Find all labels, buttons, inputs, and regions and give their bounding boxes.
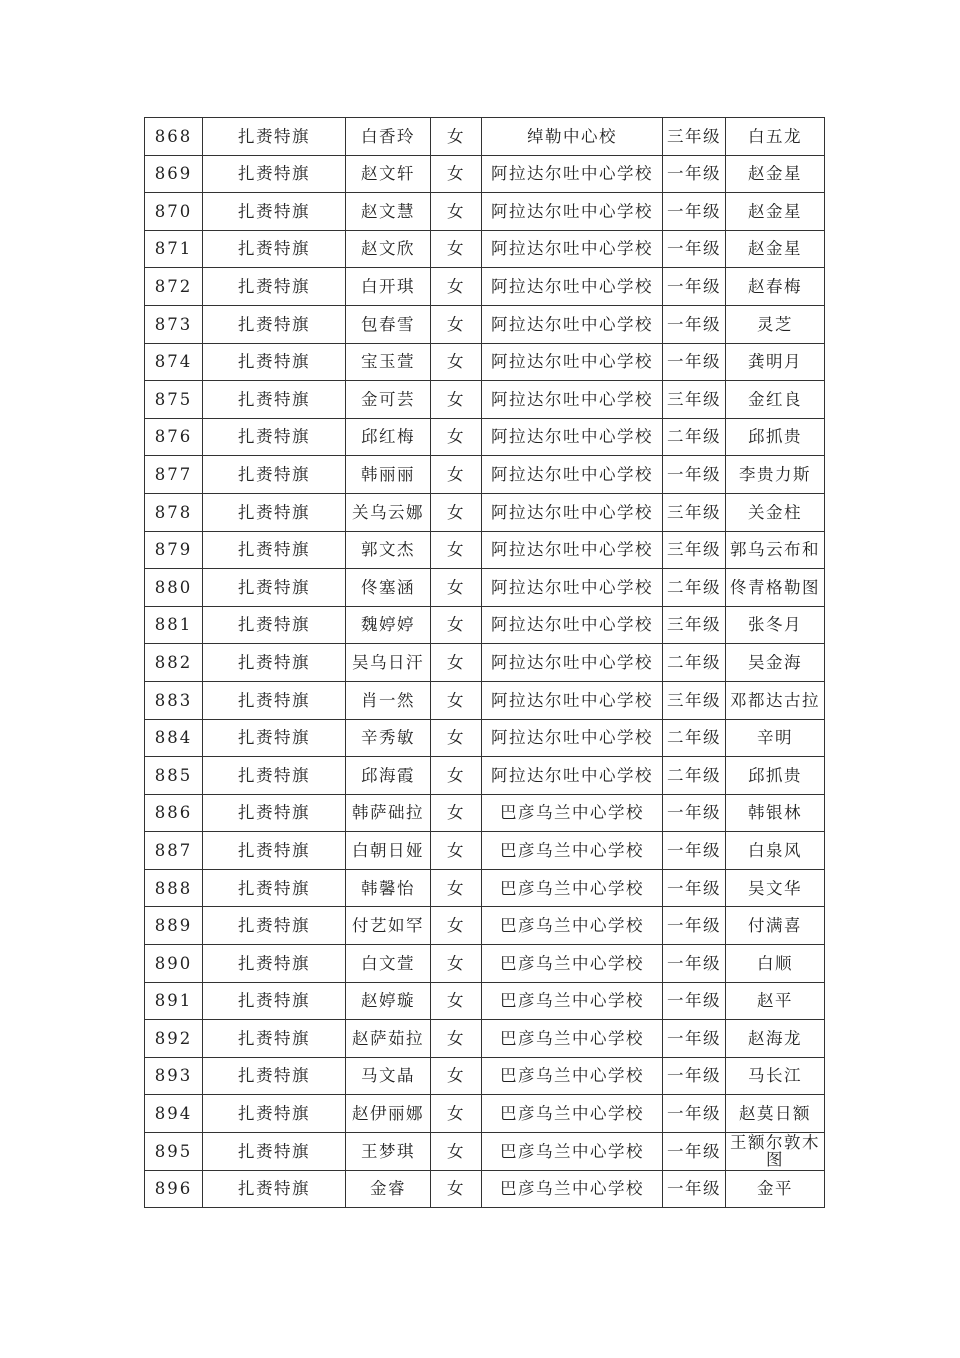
gender-cell: 女	[431, 644, 482, 682]
guardian-name-cell: 韩银林	[726, 794, 825, 832]
gender-cell: 女	[431, 531, 482, 569]
row-number-cell: 890	[145, 945, 203, 983]
gender-cell: 女	[431, 230, 482, 268]
guardian-name-cell: 灵芝	[726, 305, 825, 343]
gender-cell: 女	[431, 155, 482, 193]
gender-cell: 女	[431, 832, 482, 870]
guardian-name-cell: 付满喜	[726, 907, 825, 945]
grade-cell: 一年级	[663, 193, 726, 231]
table-row	[145, 681, 825, 719]
school-cell: 阿拉达尔吐中心学校	[482, 193, 663, 231]
table-row	[145, 606, 825, 644]
banner-region-cell: 扎赉特旗	[203, 118, 346, 156]
student-name-cell: 金睿	[346, 1170, 431, 1208]
guardian-name-cell: 王额尔敦木图	[726, 1133, 825, 1171]
gender-cell: 女	[431, 456, 482, 494]
grade-cell: 二年级	[663, 757, 726, 795]
grade-cell: 一年级	[663, 982, 726, 1020]
banner-region-cell: 扎赉特旗	[203, 681, 346, 719]
banner-region-cell: 扎赉特旗	[203, 456, 346, 494]
guardian-name-cell: 白泉风	[726, 832, 825, 870]
gender-cell: 女	[431, 381, 482, 419]
gender-cell: 女	[431, 982, 482, 1020]
row-number-cell: 896	[145, 1170, 203, 1208]
student-name-cell: 郭文杰	[346, 531, 431, 569]
table-row	[145, 493, 825, 531]
student-table	[144, 117, 825, 1208]
student-name-cell: 白文萱	[346, 945, 431, 983]
row-number-cell: 895	[145, 1133, 203, 1171]
table-row	[145, 1057, 825, 1095]
grade-cell: 三年级	[663, 118, 726, 156]
student-name-cell: 韩馨怡	[346, 869, 431, 907]
row-number-cell: 879	[145, 531, 203, 569]
gender-cell: 女	[431, 681, 482, 719]
row-number-cell: 887	[145, 832, 203, 870]
row-number-cell: 875	[145, 381, 203, 419]
table-row	[145, 945, 825, 983]
banner-region-cell: 扎赉特旗	[203, 155, 346, 193]
student-name-cell: 赵婷璇	[346, 982, 431, 1020]
grade-cell: 一年级	[663, 1170, 726, 1208]
row-number-cell: 868	[145, 118, 203, 156]
banner-region-cell: 扎赉特旗	[203, 1057, 346, 1095]
grade-cell: 三年级	[663, 493, 726, 531]
table-row	[145, 381, 825, 419]
guardian-name-cell: 赵莫日额	[726, 1095, 825, 1133]
grade-cell: 一年级	[663, 1095, 726, 1133]
guardian-name-cell: 赵海龙	[726, 1020, 825, 1058]
school-cell: 巴彦乌兰中心学校	[482, 1133, 663, 1171]
gender-cell: 女	[431, 1170, 482, 1208]
banner-region-cell: 扎赉特旗	[203, 757, 346, 795]
grade-cell: 一年级	[663, 794, 726, 832]
banner-region-cell: 扎赉特旗	[203, 268, 346, 306]
grade-cell: 二年级	[663, 418, 726, 456]
table-row	[145, 869, 825, 907]
gender-cell: 女	[431, 1057, 482, 1095]
guardian-name-cell: 辛明	[726, 719, 825, 757]
banner-region-cell: 扎赉特旗	[203, 832, 346, 870]
grade-cell: 一年级	[663, 268, 726, 306]
school-cell: 阿拉达尔吐中心学校	[482, 681, 663, 719]
school-cell: 巴彦乌兰中心学校	[482, 832, 663, 870]
row-number-cell: 893	[145, 1057, 203, 1095]
table-row	[145, 1170, 825, 1208]
student-name-cell: 韩丽丽	[346, 456, 431, 494]
guardian-name-cell: 龚明月	[726, 343, 825, 381]
gender-cell: 女	[431, 719, 482, 757]
student-name-cell: 马文晶	[346, 1057, 431, 1095]
student-name-cell: 白朝日娅	[346, 832, 431, 870]
student-name-cell: 魏婷婷	[346, 606, 431, 644]
grade-cell: 一年级	[663, 945, 726, 983]
school-cell: 阿拉达尔吐中心学校	[482, 644, 663, 682]
row-number-cell: 884	[145, 719, 203, 757]
student-name-cell: 邱海霞	[346, 757, 431, 795]
guardian-name-cell: 白顺	[726, 945, 825, 983]
gender-cell: 女	[431, 794, 482, 832]
banner-region-cell: 扎赉特旗	[203, 945, 346, 983]
school-cell: 阿拉达尔吐中心学校	[482, 493, 663, 531]
table-row	[145, 1020, 825, 1058]
row-number-cell: 880	[145, 569, 203, 607]
table-row	[145, 230, 825, 268]
school-cell: 巴彦乌兰中心学校	[482, 1020, 663, 1058]
guardian-name-cell: 赵平	[726, 982, 825, 1020]
banner-region-cell: 扎赉特旗	[203, 907, 346, 945]
school-cell: 阿拉达尔吐中心学校	[482, 719, 663, 757]
student-name-cell: 王梦琪	[346, 1133, 431, 1171]
guardian-name-cell: 金平	[726, 1170, 825, 1208]
gender-cell: 女	[431, 569, 482, 607]
guardian-name-cell: 白五龙	[726, 118, 825, 156]
banner-region-cell: 扎赉特旗	[203, 869, 346, 907]
school-cell: 阿拉达尔吐中心学校	[482, 606, 663, 644]
student-name-cell: 佟塞涵	[346, 569, 431, 607]
banner-region-cell: 扎赉特旗	[203, 1170, 346, 1208]
row-number-cell: 870	[145, 193, 203, 231]
student-name-cell: 白香玲	[346, 118, 431, 156]
banner-region-cell: 扎赉特旗	[203, 493, 346, 531]
student-name-cell: 赵文轩	[346, 155, 431, 193]
banner-region-cell: 扎赉特旗	[203, 193, 346, 231]
row-number-cell: 894	[145, 1095, 203, 1133]
table-row	[145, 531, 825, 569]
table-row	[145, 719, 825, 757]
banner-region-cell: 扎赉特旗	[203, 381, 346, 419]
gender-cell: 女	[431, 606, 482, 644]
school-cell: 巴彦乌兰中心学校	[482, 1057, 663, 1095]
grade-cell: 二年级	[663, 644, 726, 682]
school-cell: 巴彦乌兰中心学校	[482, 869, 663, 907]
banner-region-cell: 扎赉特旗	[203, 644, 346, 682]
banner-region-cell: 扎赉特旗	[203, 569, 346, 607]
grade-cell: 一年级	[663, 907, 726, 945]
banner-region-cell: 扎赉特旗	[203, 305, 346, 343]
student-name-cell: 金可芸	[346, 381, 431, 419]
school-cell: 阿拉达尔吐中心学校	[482, 343, 663, 381]
gender-cell: 女	[431, 118, 482, 156]
row-number-cell: 889	[145, 907, 203, 945]
school-cell: 阿拉达尔吐中心学校	[482, 381, 663, 419]
student-list-page	[144, 117, 824, 1208]
grade-cell: 一年级	[663, 1020, 726, 1058]
table-row	[145, 193, 825, 231]
grade-cell: 一年级	[663, 155, 726, 193]
table-row	[145, 644, 825, 682]
gender-cell: 女	[431, 1095, 482, 1133]
grade-cell: 一年级	[663, 456, 726, 494]
table-row	[145, 343, 825, 381]
guardian-name-cell: 马长江	[726, 1057, 825, 1095]
grade-cell: 三年级	[663, 531, 726, 569]
gender-cell: 女	[431, 1020, 482, 1058]
grade-cell: 三年级	[663, 381, 726, 419]
banner-region-cell: 扎赉特旗	[203, 794, 346, 832]
student-name-cell: 吴乌日汗	[346, 644, 431, 682]
banner-region-cell: 扎赉特旗	[203, 719, 346, 757]
guardian-name-cell: 邓都达古拉	[726, 681, 825, 719]
student-name-cell: 关乌云娜	[346, 493, 431, 531]
table-row	[145, 982, 825, 1020]
row-number-cell: 891	[145, 982, 203, 1020]
guardian-name-cell: 关金柱	[726, 493, 825, 531]
row-number-cell: 873	[145, 305, 203, 343]
guardian-name-cell: 李贵力斯	[726, 456, 825, 494]
school-cell: 阿拉达尔吐中心学校	[482, 230, 663, 268]
banner-region-cell: 扎赉特旗	[203, 531, 346, 569]
row-number-cell: 886	[145, 794, 203, 832]
row-number-cell: 869	[145, 155, 203, 193]
row-number-cell: 874	[145, 343, 203, 381]
school-cell: 阿拉达尔吐中心学校	[482, 418, 663, 456]
grade-cell: 一年级	[663, 343, 726, 381]
student-name-cell: 邱红梅	[346, 418, 431, 456]
school-cell: 阿拉达尔吐中心学校	[482, 268, 663, 306]
school-cell: 阿拉达尔吐中心学校	[482, 757, 663, 795]
grade-cell: 三年级	[663, 681, 726, 719]
row-number-cell: 877	[145, 456, 203, 494]
gender-cell: 女	[431, 343, 482, 381]
school-cell: 巴彦乌兰中心学校	[482, 945, 663, 983]
school-cell: 巴彦乌兰中心学校	[482, 794, 663, 832]
guardian-name-cell: 郭乌云布和	[726, 531, 825, 569]
school-cell: 巴彦乌兰中心学校	[482, 1095, 663, 1133]
student-name-cell: 赵伊丽娜	[346, 1095, 431, 1133]
guardian-name-cell: 张冬月	[726, 606, 825, 644]
gender-cell: 女	[431, 757, 482, 795]
row-number-cell: 872	[145, 268, 203, 306]
row-number-cell: 881	[145, 606, 203, 644]
guardian-name-cell: 邱抓贵	[726, 757, 825, 795]
banner-region-cell: 扎赉特旗	[203, 1133, 346, 1171]
student-name-cell: 付艺如罕	[346, 907, 431, 945]
table-row	[145, 155, 825, 193]
grade-cell: 一年级	[663, 230, 726, 268]
student-name-cell: 赵文欣	[346, 230, 431, 268]
grade-cell: 一年级	[663, 1057, 726, 1095]
row-number-cell: 888	[145, 869, 203, 907]
table-row	[145, 832, 825, 870]
table-row	[145, 794, 825, 832]
table-row	[145, 268, 825, 306]
row-number-cell: 892	[145, 1020, 203, 1058]
student-name-cell: 赵萨茹拉	[346, 1020, 431, 1058]
table-row	[145, 1133, 825, 1171]
gender-cell: 女	[431, 305, 482, 343]
grade-cell: 三年级	[663, 606, 726, 644]
school-cell: 阿拉达尔吐中心学校	[482, 305, 663, 343]
grade-cell: 二年级	[663, 569, 726, 607]
school-cell: 巴彦乌兰中心学校	[482, 907, 663, 945]
student-name-cell: 韩萨础拉	[346, 794, 431, 832]
gender-cell: 女	[431, 493, 482, 531]
grade-cell: 二年级	[663, 719, 726, 757]
row-number-cell: 876	[145, 418, 203, 456]
student-name-cell: 宝玉萱	[346, 343, 431, 381]
student-name-cell: 赵文慧	[346, 193, 431, 231]
school-cell: 阿拉达尔吐中心学校	[482, 531, 663, 569]
banner-region-cell: 扎赉特旗	[203, 606, 346, 644]
table-row	[145, 907, 825, 945]
school-cell: 阿拉达尔吐中心学校	[482, 569, 663, 607]
gender-cell: 女	[431, 1133, 482, 1171]
school-cell: 阿拉达尔吐中心学校	[482, 456, 663, 494]
grade-cell: 一年级	[663, 869, 726, 907]
row-number-cell: 883	[145, 681, 203, 719]
table-row	[145, 757, 825, 795]
banner-region-cell: 扎赉特旗	[203, 982, 346, 1020]
guardian-name-cell: 金红良	[726, 381, 825, 419]
gender-cell: 女	[431, 418, 482, 456]
grade-cell: 一年级	[663, 1133, 726, 1171]
student-name-cell: 包春雪	[346, 305, 431, 343]
row-number-cell: 882	[145, 644, 203, 682]
banner-region-cell: 扎赉特旗	[203, 230, 346, 268]
gender-cell: 女	[431, 907, 482, 945]
guardian-name-cell: 吴文华	[726, 869, 825, 907]
table-body	[145, 118, 825, 1208]
table-row	[145, 418, 825, 456]
gender-cell: 女	[431, 193, 482, 231]
gender-cell: 女	[431, 268, 482, 306]
guardian-name-cell: 佟青格勒图	[726, 569, 825, 607]
table-row	[145, 118, 825, 156]
student-name-cell: 辛秀敏	[346, 719, 431, 757]
school-cell: 巴彦乌兰中心学校	[482, 982, 663, 1020]
table-row	[145, 569, 825, 607]
guardian-name-cell: 赵金星	[726, 155, 825, 193]
banner-region-cell: 扎赉特旗	[203, 1095, 346, 1133]
gender-cell: 女	[431, 945, 482, 983]
guardian-name-cell: 赵金星	[726, 193, 825, 231]
school-cell: 巴彦乌兰中心学校	[482, 1170, 663, 1208]
banner-region-cell: 扎赉特旗	[203, 418, 346, 456]
banner-region-cell: 扎赉特旗	[203, 343, 346, 381]
student-name-cell: 肖一然	[346, 681, 431, 719]
row-number-cell: 878	[145, 493, 203, 531]
school-cell: 阿拉达尔吐中心学校	[482, 155, 663, 193]
grade-cell: 一年级	[663, 305, 726, 343]
student-name-cell: 白开琪	[346, 268, 431, 306]
guardian-name-cell: 吴金海	[726, 644, 825, 682]
banner-region-cell: 扎赉特旗	[203, 1020, 346, 1058]
school-cell: 绰勒中心校	[482, 118, 663, 156]
guardian-name-cell: 邱抓贵	[726, 418, 825, 456]
grade-cell: 一年级	[663, 832, 726, 870]
table-row	[145, 1095, 825, 1133]
table-row	[145, 305, 825, 343]
row-number-cell: 885	[145, 757, 203, 795]
guardian-name-cell: 赵金星	[726, 230, 825, 268]
row-number-cell: 871	[145, 230, 203, 268]
table-row	[145, 456, 825, 494]
gender-cell: 女	[431, 869, 482, 907]
guardian-name-cell: 赵春梅	[726, 268, 825, 306]
